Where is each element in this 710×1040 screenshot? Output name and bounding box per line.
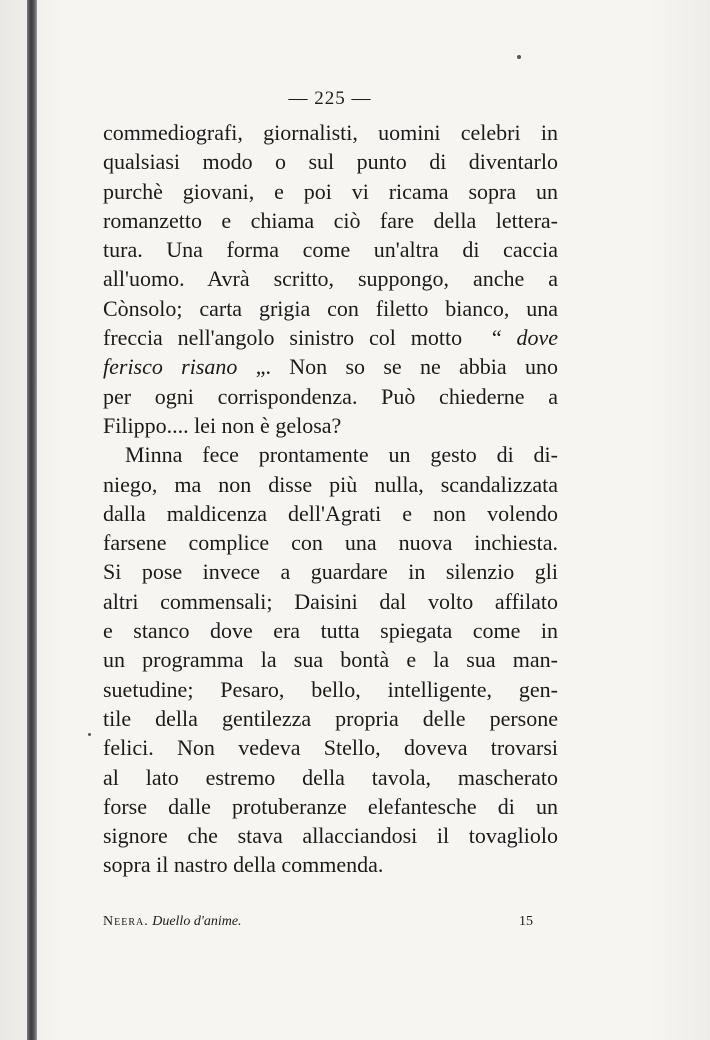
text-line: tura. Una forma come un'altra di caccia: [103, 237, 558, 263]
text-line: altri commensali; Daisini dal volto affilato: [103, 588, 558, 614]
text-line: Si pose invece a guardare in silenzio gli: [103, 559, 558, 585]
text-line: suetudine; Pesaro, bello, intelligente, gen-: [103, 676, 558, 702]
text-line: purchè giovani, e poi vi ricama sopra un: [103, 178, 558, 204]
text-line: romanzetto e chiama ciò fare della lettera-: [103, 207, 558, 233]
text-line: signore che stava allacciandosi il tovagliolo: [103, 823, 558, 849]
footer-author: Neera.: [103, 914, 149, 929]
ink-speck: [88, 733, 91, 736]
text-line: al lato estremo della tavola, mascherato: [103, 764, 558, 790]
text-line: commediografi, giornalisti, uomini celebri in: [103, 120, 558, 145]
motto-italic: ferisco risano: [103, 354, 238, 380]
page-footer: [103, 914, 533, 930]
text-line: Filippo.... lei non è gelosa?: [103, 412, 342, 438]
text-line: un programma la sua bontà e la sua man-: [103, 647, 558, 673]
text-line: tile della gentilezza propria delle persone: [103, 705, 558, 731]
text-line: farsene complice con una nuova inchiesta.: [103, 530, 558, 556]
motto-italic: dove: [516, 325, 559, 351]
text-segment: freccia nell'angolo sinistro col motto: [103, 325, 463, 351]
text-line: dalla maldicenza dell'Agrati e non volendo: [103, 500, 558, 526]
text-line-motto-end: [103, 352, 558, 381]
text-line: e stanco dove era tutta spiegata come in: [103, 618, 558, 644]
text-line: per ogni corrispondenza. Può chiederne a: [103, 383, 558, 409]
text-line: felici. Non vedeva Stello, doveva trovarsi: [103, 735, 558, 761]
text-line: niego, ma non disse più nulla, scandalizzata: [103, 471, 558, 497]
text-line: Cònsolo; carta grigia con filetto bianco, una: [103, 295, 558, 321]
text-line: forse dalle protuberanze elefantesche di un: [103, 793, 558, 819]
ink-speck: [517, 55, 521, 59]
book-spine-shadow: [27, 0, 37, 1040]
paragraph-first-line: Minna fece prontamente un gesto di di-: [125, 442, 558, 468]
quote-open: “: [491, 325, 517, 351]
text-line-motto-start: [103, 323, 558, 352]
page-number: — 225 —: [288, 88, 372, 109]
footer-attribution: [103, 914, 242, 930]
text-line: qualsiasi modo o sul punto di diventarlo: [103, 149, 558, 175]
footer-title: Duello d'anime.: [152, 914, 242, 929]
text-line: all'uomo. Avrà scritto, suppongo, anche a: [103, 266, 558, 292]
text-segment: „. Non so se ne abbia uno: [237, 354, 558, 380]
body-text: [103, 118, 558, 880]
footer-signature-mark: 15: [519, 914, 533, 929]
text-line: sopra il nastro della commenda.: [103, 852, 384, 878]
